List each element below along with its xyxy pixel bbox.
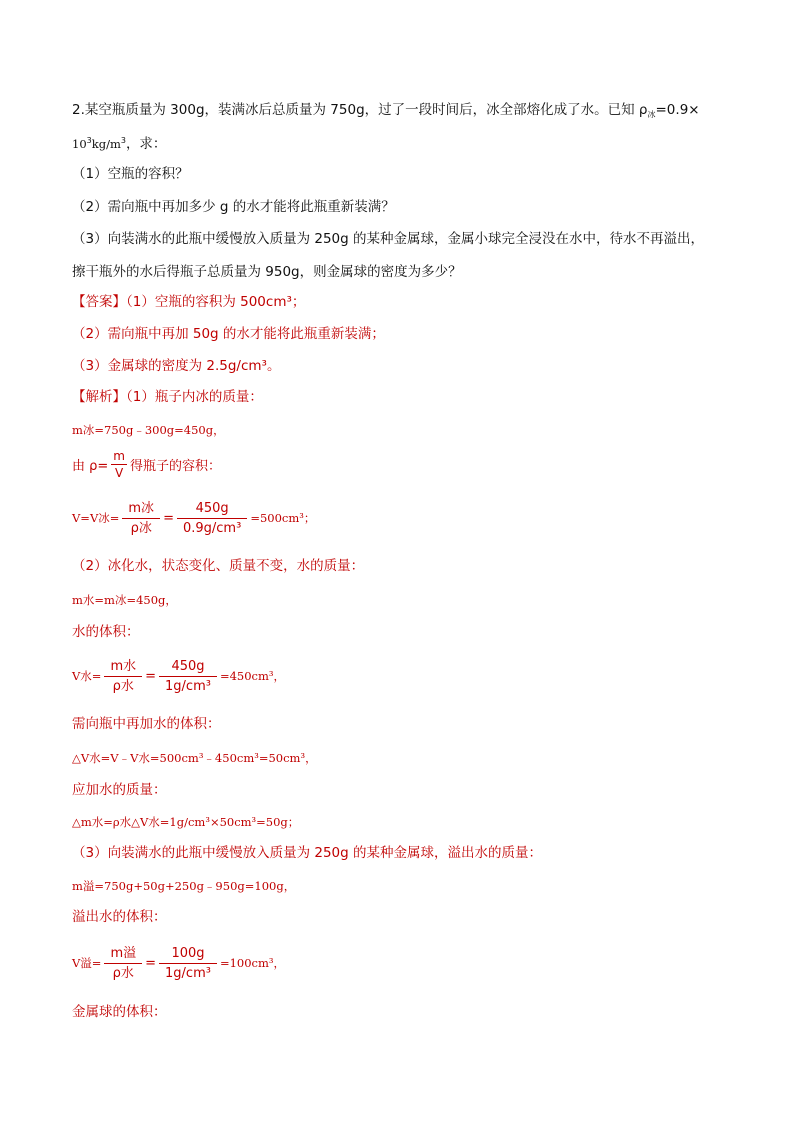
- question-part-3-line-2: 擦干瓶外的水后得瓶子总质量为 950g，则金属球的密度为多少？: [72, 264, 462, 280]
- fraction-denominator: 0.9g/cm³: [177, 518, 247, 537]
- question-part-1: （1）空瓶的容积？: [72, 166, 189, 182]
- equation-text: V溢=: [72, 956, 102, 970]
- equation-density-formula: [72, 446, 221, 482]
- fraction-denominator: V: [111, 464, 127, 480]
- fraction-numerator: m溢: [110, 945, 137, 961]
- equation-text: V水=: [72, 669, 102, 683]
- subscript: 冰: [647, 110, 656, 119]
- fraction-numerator: 100g: [171, 945, 205, 961]
- analysis-line-8: 金属球的体积：: [72, 1004, 167, 1020]
- analysis-line-4: 需向瓶中再加水的体积：: [72, 716, 221, 732]
- analysis-line-6: （3）向装满水的此瓶中缓慢放入质量为 250g 的某种金属球，溢出水的质量：: [72, 845, 543, 861]
- answer-line-3: （3）金属球的密度为 2.5g/cm³。: [72, 358, 281, 374]
- question-text: 2.某空瓶质量为 300g，装满冰后总质量为 750g，过了一段时间后，冰全部熔化成了水。已知 ρ: [72, 102, 648, 118]
- analysis-line-2: （2）冰化水，状态变化、质量不变，水的质量：: [72, 558, 365, 574]
- fraction: [111, 449, 127, 480]
- fraction: [159, 945, 217, 982]
- equation-text: 得瓶子的容积：: [129, 458, 221, 474]
- analysis-line-1: [72, 387, 263, 407]
- fraction-denominator: ρ水: [104, 963, 142, 982]
- fraction-numerator: m冰: [128, 500, 155, 516]
- fraction-denominator: ρ冰: [122, 518, 160, 537]
- superscript: 3: [86, 136, 92, 145]
- equation-bottle-volume: [72, 494, 315, 542]
- analysis-tag: 【解析】: [72, 389, 126, 405]
- question-part-2: （2）需向瓶中再加多少 g 的水才能将此瓶重新装满？: [72, 199, 395, 215]
- fraction-denominator: ρ水: [104, 676, 142, 695]
- equation-overflow-volume: [72, 938, 285, 988]
- analysis-line-7: 溢出水的体积：: [72, 909, 167, 925]
- equation-added-mass: △m水=ρ水△V水=1g/cm³×50cm³=50g；: [72, 815, 300, 829]
- fraction: [104, 945, 142, 982]
- fraction: [159, 658, 217, 695]
- equation-text: 由 ρ=: [72, 458, 109, 474]
- question-text: kg/m: [91, 137, 121, 151]
- fraction-numerator: m水: [110, 658, 137, 674]
- analysis-line-3: 水的体积：: [72, 624, 140, 640]
- fraction-denominator: 1g/cm³: [159, 676, 217, 695]
- equation-text: =450cm³，: [219, 669, 286, 683]
- fraction-denominator: 1g/cm³: [159, 963, 217, 982]
- equation-text: =100cm³，: [219, 956, 286, 970]
- equals-sign: =: [145, 955, 157, 971]
- equation-water-mass: m水=m冰=450g，: [72, 593, 177, 607]
- fraction: [122, 500, 160, 537]
- fraction-numerator: 450g: [195, 500, 229, 516]
- equation-text: V=V冰=: [72, 511, 120, 525]
- answer-line-1: [72, 292, 305, 312]
- fraction: [177, 500, 247, 537]
- question-line-1: [72, 100, 700, 125]
- answer-line-2: （2）需向瓶中再加 50g 的水才能将此瓶重新装满；: [72, 326, 385, 342]
- equation-overflow-mass: m溢=750g+50g+250g﹣950g=100g，: [72, 879, 296, 893]
- fraction-numerator: m: [113, 448, 125, 463]
- analysis-text: （1）瓶子内冰的质量：: [126, 389, 263, 405]
- question-line-2: [72, 131, 166, 154]
- answer-text: （1）空瓶的容积为 500cm³；: [126, 294, 306, 310]
- analysis-line-5: 应加水的质量：: [72, 782, 167, 798]
- superscript: 3: [120, 136, 126, 145]
- equals-sign: =: [145, 668, 157, 684]
- question-text: =0.9×: [655, 102, 700, 118]
- equals-sign: =: [163, 510, 174, 526]
- equation-ice-mass: m冰=750g﹣300g=450g，: [72, 423, 225, 437]
- equation-text: =500cm³；: [250, 511, 316, 525]
- answer-tag: 【答案】: [72, 294, 126, 310]
- equation-added-volume: △V水=V﹣V水=500cm³﹣450cm³=50cm³，: [72, 751, 317, 765]
- question-text: ，求：: [125, 136, 167, 152]
- question-part-3-line-1: （3）向装满水的此瓶中缓慢放入质量为 250g 的某种金属球，金属小球完全浸没在水中，待水不再溢出，: [72, 231, 705, 247]
- fraction: [104, 658, 142, 695]
- question-text: 10: [72, 137, 87, 151]
- equation-water-volume: [72, 652, 285, 700]
- fraction-numerator: 450g: [171, 658, 205, 674]
